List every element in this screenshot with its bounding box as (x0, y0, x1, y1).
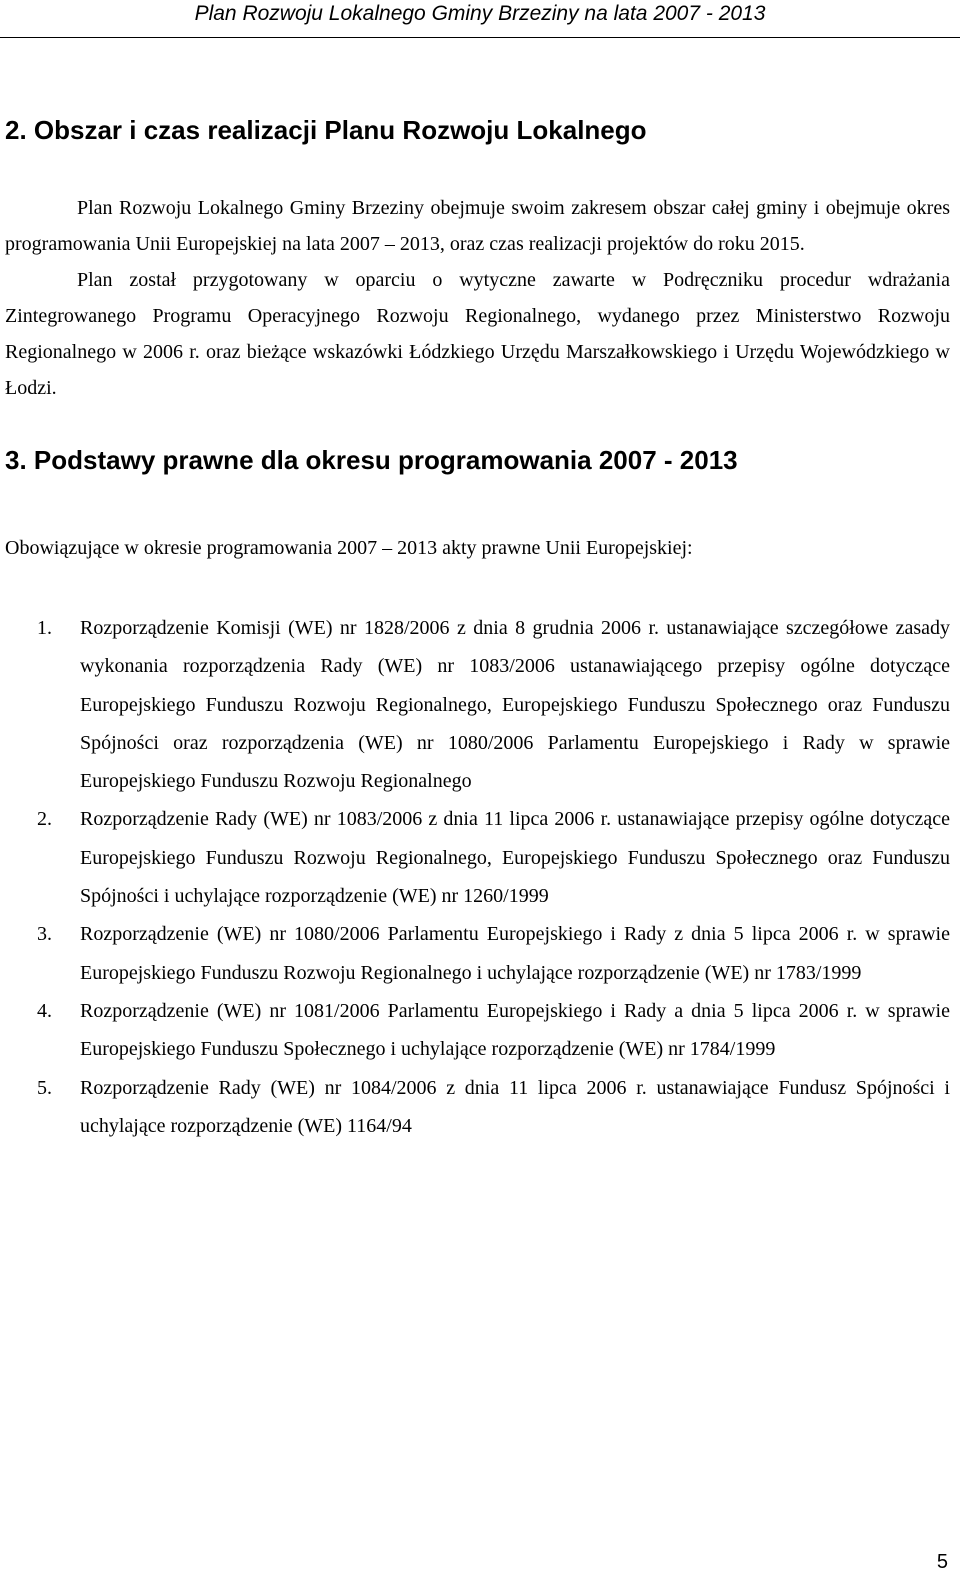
list-item-text: Rozporządzenie (WE) nr 1080/2006 Parlamentu Europejskiego i Rady z dnia 5 lipca 2006 r. w sprawie Europejskiego Funduszu Rozwoju Regionalnego i uchylające rozporządzenie (WE) nr 1783/1999 (80, 923, 950, 984)
header-rule (0, 37, 960, 38)
list-item-number: 3. (37, 923, 52, 946)
list-item (5, 800, 950, 915)
list-item-number: 5. (37, 1076, 52, 1099)
list-item-number: 4. (37, 999, 52, 1022)
list-item (5, 992, 950, 1069)
section-title-area-and-time: 2. Obszar i czas realizacji Planu Rozwoju Lokalnego (5, 115, 647, 145)
page-number: 5 (936, 1551, 948, 1573)
list-item-number: 1. (37, 617, 52, 639)
list-item (5, 609, 950, 800)
list-item-number: 2. (37, 808, 52, 831)
page-header (0, 0, 960, 28)
header-title: Plan Rozwoju Lokalnego Gminy Brzeziny na lata 2007 - 2013 (194, 2, 766, 25)
list-item (5, 915, 950, 992)
section-title-legal-basis: 3. Podstawy prawne dla okresu programowania 2007 - 2013 (5, 445, 738, 475)
paragraph-scope: Plan Rozwoju Lokalnego Gminy Brzeziny obejmuje swoim zakresem obszar całej gminy i obejmuje okres programowania Unii Europejskiej na lata 2007 – 2013, oraz czas realizacji projektów do roku 2015. (5, 197, 950, 255)
list-item (5, 1069, 950, 1146)
list-item-text: Rozporządzenie Komisji (WE) nr 1828/2006 z dnia 8 grudnia 2006 r. ustanawiające szczegółowe zasady wykonania rozporządzenia Rady (WE) nr 1083/2006 ustanawiającego przepisy ogólne dotyczące Europejskiego Funduszu Rozwoju Regionalnego, Europejskiego Funduszu Społecznego oraz Funduszu Spójności oraz rozporządzenia (WE) nr 1080/2006 Parlamentu Europejskiego i Rady w sprawie Europejskiego Funduszu Rozwoju Regionalnego (80, 617, 950, 793)
legal-acts-intro: Obowiązujące w okresie programowania 2007 – 2013 akty prawne Unii Europejskiej: (5, 537, 693, 559)
list-item-text: Rozporządzenie (WE) nr 1081/2006 Parlamentu Europejskiego i Rady a dnia 5 lipca 2006 r. w sprawie Europejskiego Funduszu Społecznego i uchylające rozporządzenie (WE) nr 1784/1999 (80, 999, 950, 1061)
list-item-text: Rozporządzenie Rady (WE) nr 1084/2006 z dnia 11 lipca 2006 r. ustanawiające Fundusz Spójności i uchylające rozporządzenie (WE) 1164/94 (80, 1076, 950, 1137)
document-body (5, 98, 950, 1145)
paragraph-preparation: Plan został przygotowany w oparciu o wytyczne zawarte w Podręczniku procedur wdrażania Zintegrowanego Programu Operacyjnego Rozwoju Regionalnego, wydanego przez Ministerstwo Rozwoju Regionalnego w 2006 r. oraz bieżące wskazówki Łódzkiego Urzędu Marszałkowskiego i Urzędu Wojewódzkiego w Łodzi. (5, 269, 950, 399)
list-item-text: Rozporządzenie Rady (WE) nr 1083/2006 z dnia 11 lipca 2006 r. ustanawiające przepisy ogólne dotyczące Europejskiego Funduszu Rozwoju Regionalnego, Europejskiego Funduszu Społecznego oraz Funduszu Spójności i uchylające rozporządzenie (WE) nr 1260/1999 (80, 808, 950, 908)
regulations-list (5, 609, 950, 1145)
